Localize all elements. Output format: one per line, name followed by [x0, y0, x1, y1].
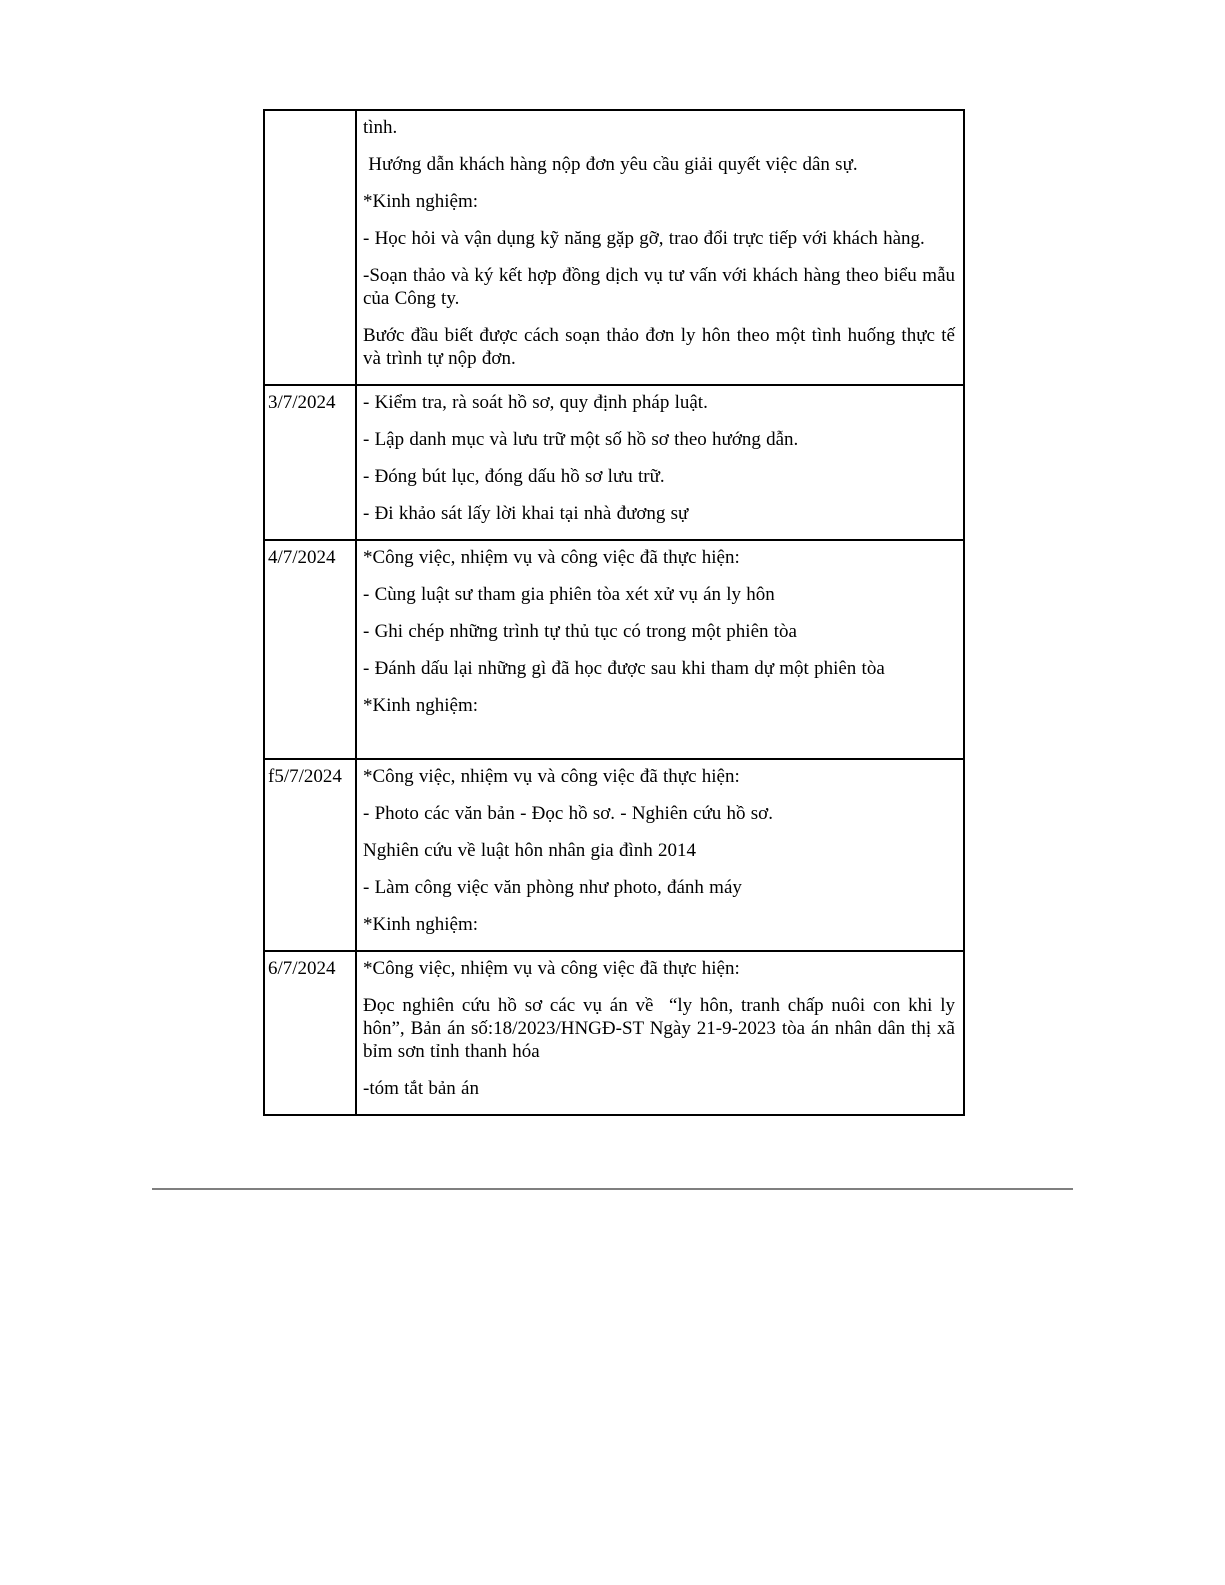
date-cell [264, 951, 356, 1115]
paragraph: - Đánh dấu lại những gì đã học được sau khi tham dự một phiên tòa [363, 658, 885, 679]
paragraph: - Học hỏi và vận dụng kỹ năng gặp gỡ, trao đổi trực tiếp với khách hàng. [363, 228, 925, 249]
paragraph: - Làm công việc văn phòng như photo, đánh máy [363, 877, 742, 898]
page-divider [152, 1188, 1073, 1190]
date-text: 4/7/2024 [268, 547, 336, 568]
paragraph: Nghiên cứu về luật hôn nhân gia đình 2014 [363, 840, 697, 861]
paragraph: - Đi khảo sát lấy lời khai tại nhà đương sự [363, 503, 689, 524]
table-row [264, 759, 964, 951]
paragraph: Bước đầu biết được cách soạn thảo đơn ly hôn theo một tình huống thực tế và trình tự nộp đơn. [363, 325, 961, 369]
paragraph: - Cùng luật sư tham gia phiên tòa xét xử vụ án ly hôn [363, 584, 775, 605]
paragraph: - Đóng bút lục, đóng dấu hồ sơ lưu trữ. [363, 466, 665, 487]
date-cell [264, 759, 356, 951]
paragraph: *Công việc, nhiệm vụ và công việc đã thực hiện: [363, 958, 740, 979]
content-cell [356, 540, 964, 759]
paragraph: *Công việc, nhiệm vụ và công việc đã thực hiện: [363, 766, 740, 787]
paragraph: Đọc nghiên cứu hồ sơ các vụ án về “ly hôn, tranh chấp nuôi con khi ly hôn”, Bản án số:18/2023/HNGĐ-ST Ngày 21-9-2023 tòa án nhân dân thị xã bỉm sơn tỉnh thanh hóa [363, 995, 961, 1062]
table-row [264, 110, 964, 385]
paragraph: - Ghi chép những trình tự thủ tục có trong một phiên tòa [363, 621, 797, 642]
table-row [264, 540, 964, 759]
content-cell [356, 385, 964, 540]
content-cell [356, 951, 964, 1115]
content-cell [356, 110, 964, 385]
date-text: 6/7/2024 [268, 958, 336, 979]
paragraph: *Kinh nghiệm: [363, 914, 479, 935]
paragraph: - Kiểm tra, rà soát hồ sơ, quy định pháp luật. [363, 392, 708, 413]
paragraph: *Kinh nghiệm: [363, 191, 479, 212]
paragraph: tình. [363, 117, 398, 138]
diary-table-body [264, 110, 964, 1115]
date-cell [264, 540, 356, 759]
date-cell [264, 110, 356, 385]
date-text: f5/7/2024 [268, 766, 342, 787]
table-row [264, 385, 964, 540]
paragraph: *Công việc, nhiệm vụ và công việc đã thực hiện: [363, 547, 740, 568]
paragraph: - Photo các văn bản - Đọc hồ sơ. - Nghiên cứu hồ sơ. [363, 803, 773, 824]
date-text: 3/7/2024 [268, 392, 336, 413]
internship-diary-table [263, 109, 965, 1116]
paragraph: -Soạn thảo và ký kết hợp đồng dịch vụ tư vấn với khách hàng theo biểu mẫu của Công ty. [363, 265, 961, 309]
date-cell [264, 385, 356, 540]
paragraph: -tóm tắt bản án [363, 1078, 479, 1099]
table-row [264, 951, 964, 1115]
paragraph: - Lập danh mục và lưu trữ một số hồ sơ theo hướng dẫn. [363, 429, 799, 450]
content-cell [356, 759, 964, 951]
paragraph: Hướng dẫn khách hàng nộp đơn yêu cầu giải quyết việc dân sự. [363, 154, 858, 175]
paragraph: *Kinh nghiệm: [363, 695, 479, 716]
